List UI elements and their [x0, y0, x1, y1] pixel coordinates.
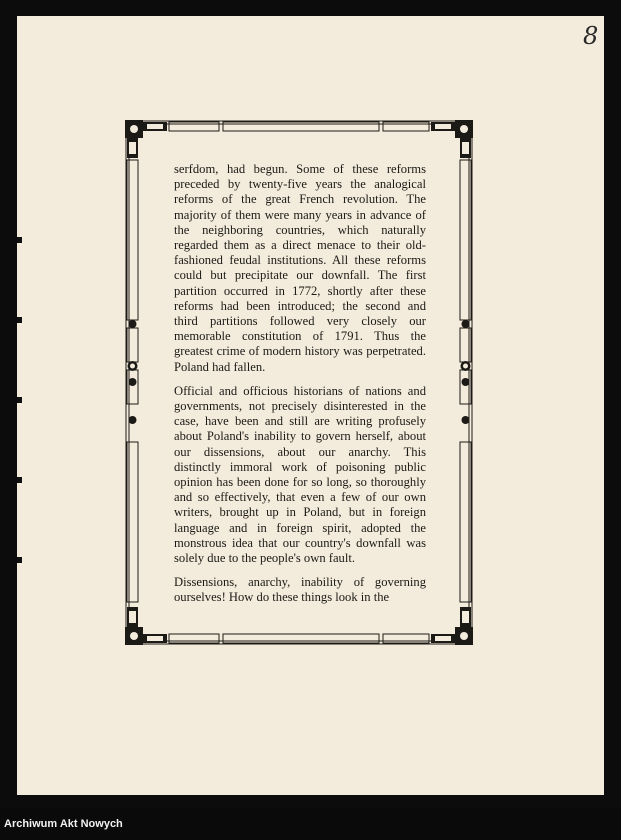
punch-mark — [17, 477, 22, 483]
paragraph: serfdom, had begun. Some of these reforms preceded by twenty-five years the analogical reforms of the great French revolution. The majority of them were many years in advance of the neighboring countries, which naturally regarded them as a direct menace to their old-fashioned feudal institutions. All these reforms could but precipitate our downfall. The first partition occurred in 1772, shortly after these reforms had been introduced; the second and third partitions followed very closely our memorable constitution of 1791. Thus the greatest crime of modern history was perpetrated. Poland had fallen. — [174, 162, 426, 374]
punch-mark — [17, 237, 22, 243]
paragraph: Dissensions, anarchy, inability of governing ourselves! How do these things look in the — [174, 575, 426, 605]
punch-mark — [17, 317, 22, 323]
page-number: 8 — [583, 22, 599, 50]
punch-mark — [17, 557, 22, 563]
paragraph: Official and officious historians of nations and governments, not precisely disinterested in the case, have been and still are writing profusely about Poland's inability to govern herself, about our dissensions, about our anarchy. This distinctly immoral work of poisoning public opinion has been done for so long, so thoroughly and so effectively, that even a few of our own writers, brought up in Poland, but in foreign language and in foreign spirit, adopted the monstrous idea that our country's downfall was solely due to the people's own fault. — [174, 383, 426, 566]
archive-label: Archiwum Akt Nowych — [4, 818, 123, 830]
punch-mark — [17, 397, 22, 403]
archive-footer — [0, 808, 621, 840]
body-text — [174, 162, 426, 615]
